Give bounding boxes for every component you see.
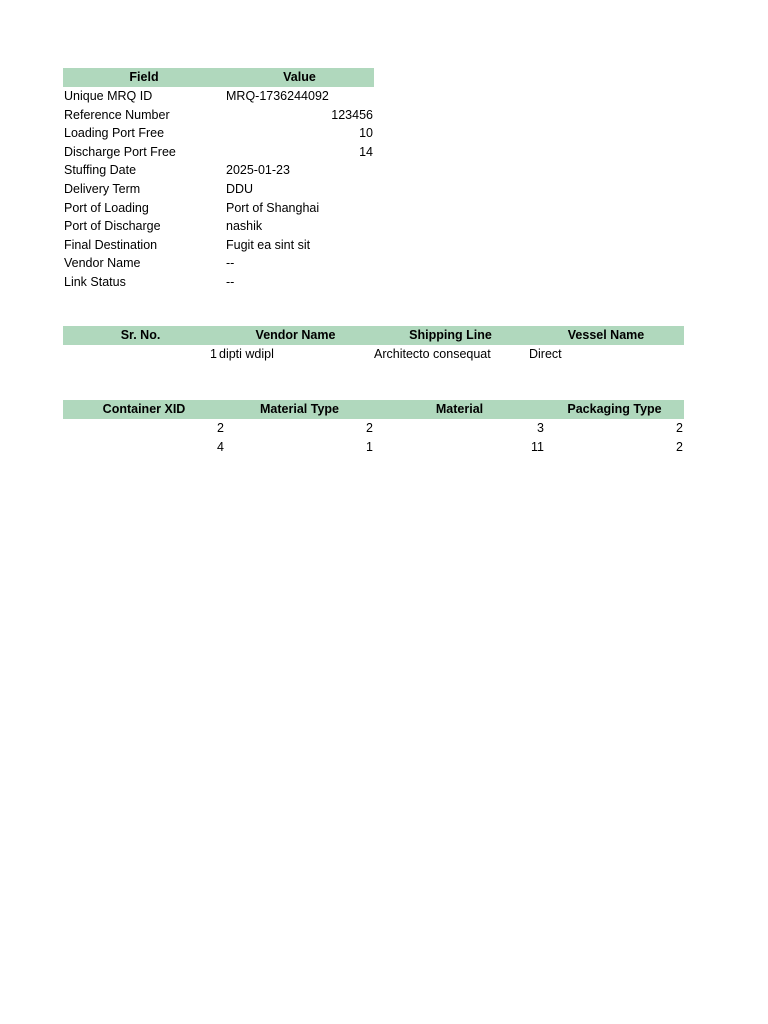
- vendor-header-vendor-name: Vendor Name: [218, 326, 373, 345]
- vendor-header-row: [63, 326, 684, 345]
- details-field-cell: Discharge Port Free: [64, 144, 176, 159]
- details-field-cell: Link Status: [64, 274, 126, 289]
- details-row: [63, 143, 374, 162]
- details-row: [63, 254, 374, 273]
- vendor-header-sr-no: Sr. No.: [63, 326, 218, 345]
- details-value-cell: 2025-01-23: [226, 163, 290, 178]
- container-material-cell: 11: [531, 439, 544, 454]
- details-field-cell: Reference Number: [64, 107, 170, 122]
- details-value-cell: 123456: [331, 107, 373, 122]
- vendor-sr-no-cell: 1: [210, 347, 217, 361]
- container-material-cell: 3: [537, 421, 544, 435]
- details-value-cell: --: [226, 274, 235, 289]
- vendor-name-cell: dipti wdipl: [219, 347, 274, 361]
- container-row: [63, 438, 684, 457]
- details-row: [63, 236, 374, 255]
- details-field-cell: Port of Loading: [64, 200, 149, 215]
- details-value-cell: --: [226, 256, 235, 271]
- vendor-table: [63, 326, 684, 364]
- details-row: [63, 273, 374, 292]
- details-field-cell: Loading Port Free: [64, 126, 165, 141]
- container-header-material: Material: [374, 400, 545, 419]
- details-header-row: [63, 68, 374, 87]
- container-header-packaging-type: Packaging Type: [545, 400, 684, 419]
- details-field-cell: Unique MRQ ID: [64, 89, 153, 103]
- container-table: [63, 400, 684, 456]
- container-packaging-type-cell: 2: [676, 421, 683, 435]
- details-row: [63, 124, 374, 143]
- details-header-value: Value: [225, 68, 374, 87]
- details-value-cell: nashik: [226, 219, 263, 234]
- container-header-row: [63, 400, 684, 419]
- vendor-vessel-name-cell: Direct: [529, 347, 562, 361]
- container-material-type-cell: 1: [366, 439, 373, 454]
- details-field-cell: Final Destination: [64, 237, 158, 252]
- container-xid-cell: 4: [217, 439, 224, 454]
- details-value-cell: Fugit ea sint sit: [226, 237, 311, 252]
- details-row: [63, 106, 374, 125]
- details-row: [63, 217, 374, 236]
- details-header-field: Field: [63, 68, 225, 87]
- details-value-cell: DDU: [226, 181, 254, 196]
- details-row: [63, 87, 374, 106]
- details-field-cell: Stuffing Date: [64, 163, 137, 178]
- mrq-details-table: [63, 68, 374, 292]
- vendor-shipping-line-cell: Architecto consequat: [374, 347, 491, 361]
- container-row: [63, 419, 684, 438]
- details-value-cell: 14: [359, 144, 373, 159]
- details-value-cell: 10: [359, 126, 373, 141]
- container-packaging-type-cell: 2: [676, 439, 683, 454]
- vendor-header-vessel-name: Vessel Name: [528, 326, 684, 345]
- details-row: [63, 199, 374, 218]
- container-material-type-cell: 2: [366, 421, 373, 435]
- container-header-material-type: Material Type: [225, 400, 374, 419]
- vendor-header-shipping-line: Shipping Line: [373, 326, 528, 345]
- details-value-cell: MRQ-1736244092: [226, 89, 329, 103]
- details-row: [63, 180, 374, 199]
- details-field-cell: Delivery Term: [64, 181, 141, 196]
- details-field-cell: Port of Discharge: [64, 219, 161, 234]
- details-value-cell: Port of Shanghai: [226, 200, 320, 215]
- container-header-xid: Container XID: [63, 400, 225, 419]
- vendor-row: [63, 345, 684, 364]
- details-field-cell: Vendor Name: [64, 256, 141, 271]
- details-row: [63, 161, 374, 180]
- container-xid-cell: 2: [217, 421, 224, 435]
